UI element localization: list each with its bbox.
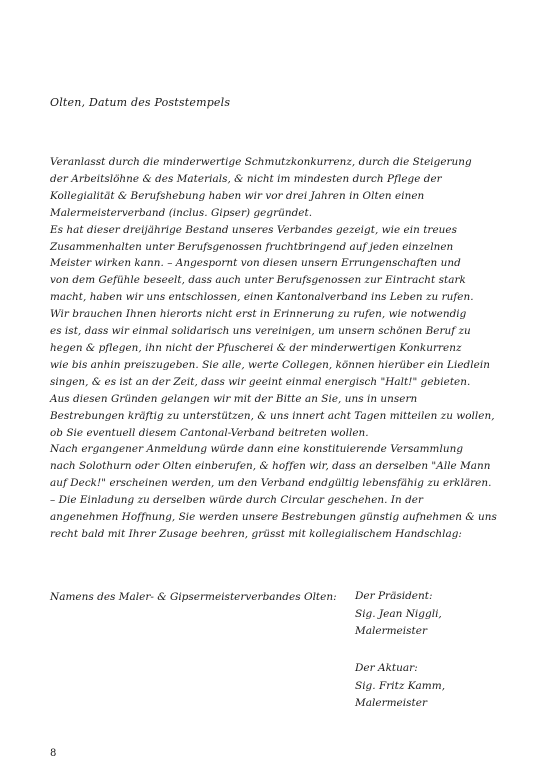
body-line: Nach ergangener Anmeldung würde dann eine konstituierende Versammlung (50, 443, 464, 456)
body-line: wie bis anhin preiszugeben. Sie alle, werte Collegen, können hierüber ein Liedlein (50, 358, 490, 371)
body-line: Aus diesen Gründen gelangen wir mit der Bitte an Sie, uns in unsern (50, 392, 418, 405)
body-line: angenehmen Hoffnung, Sie werden unsere Bestrebungen günstig aufnehmen & uns (50, 511, 497, 524)
body-line: macht, haben wir uns entschlossen, einen Kantonalverband ins Leben zu rufen. (50, 291, 474, 304)
signature-aktuar (355, 660, 445, 713)
body-line: Veranlasst durch die minderwertige Schmutzkonkurrenz, durch die Steigerung (50, 156, 472, 168)
body-line: nach Solothurn oder Olten einberufen, & hoffen wir, dass an derselben "Alle Mann (50, 460, 491, 473)
body-line: Wir brauchen Ihnen hierorts nicht erst in Erinnerung zu rufen, wie notwendig (50, 308, 467, 321)
body-line: Malermeisterverband (inclus. Gipser) gegründet. (50, 206, 313, 219)
aktuar-title: Der Aktuar: (355, 662, 418, 674)
president-role: Malermeister (355, 625, 427, 637)
letter-body (50, 154, 500, 543)
page-number: 8 (50, 748, 57, 759)
body-line: von dem Gefühle beseelt, dass auch unter Berufsgenossen zur Eintracht stark (50, 274, 466, 287)
body-line: Meister wirken kann. – Angespornt von diesen unsern Errungenschaften und (50, 257, 461, 270)
body-line: Es hat dieser dreijährige Bestand unseres Verbandes gezeigt, wie ein treues (50, 223, 457, 236)
body-line: auf Deck!" erscheinen werden, um den Verband endgültig lebensfähig zu erklären. (50, 477, 492, 490)
aktuar-name: Sig. Fritz Kamm, (355, 679, 446, 692)
letter-dateline: Olten, Datum des Poststempels (50, 96, 231, 109)
body-line: es ist, dass wir einmal solidarisch uns vereinigen, um unsern schönen Beruf zu (50, 325, 471, 338)
body-line: recht bald mit Ihrer Zusage beehren, grüsst mit kollegialischem Handschlag: (50, 527, 462, 540)
body-line: Zusammenhalten unter Berufsgenossen fruchtbringend auf jeden einzelnen (50, 240, 454, 253)
signature-president (355, 588, 442, 641)
signature-on-behalf: Namens des Maler- & Gipsermeisterverbandes Olten: (50, 591, 337, 603)
body-line: Bestrebungen kräftig zu unterstützen, & uns innert acht Tagen mitteilen zu wollen, (50, 409, 495, 422)
aktuar-role: Malermeister (355, 697, 427, 709)
president-name: Sig. Jean Niggli, (355, 607, 442, 620)
body-line: Kollegialität & Berufshebung haben wir vor drei Jahren in Olten einen (50, 189, 425, 202)
body-line: singen, & es ist an der Zeit, dass wir geeint einmal energisch "Halt!" gebieten. (50, 375, 471, 388)
body-line: – Die Einladung zu derselben würde durch Circular geschehen. In der (50, 494, 424, 507)
body-line: ob Sie eventuell diesem Cantonal-Verband beitreten wollen. (50, 426, 369, 439)
body-line: hegen & pflegen, ihn nicht der Pfuscherei & der minderwertigen Konkurrenz (50, 341, 462, 354)
president-title: Der Präsident: (355, 590, 433, 602)
body-line: der Arbeitslöhne & des Materials, & nicht im mindesten durch Pflege der (50, 172, 442, 185)
